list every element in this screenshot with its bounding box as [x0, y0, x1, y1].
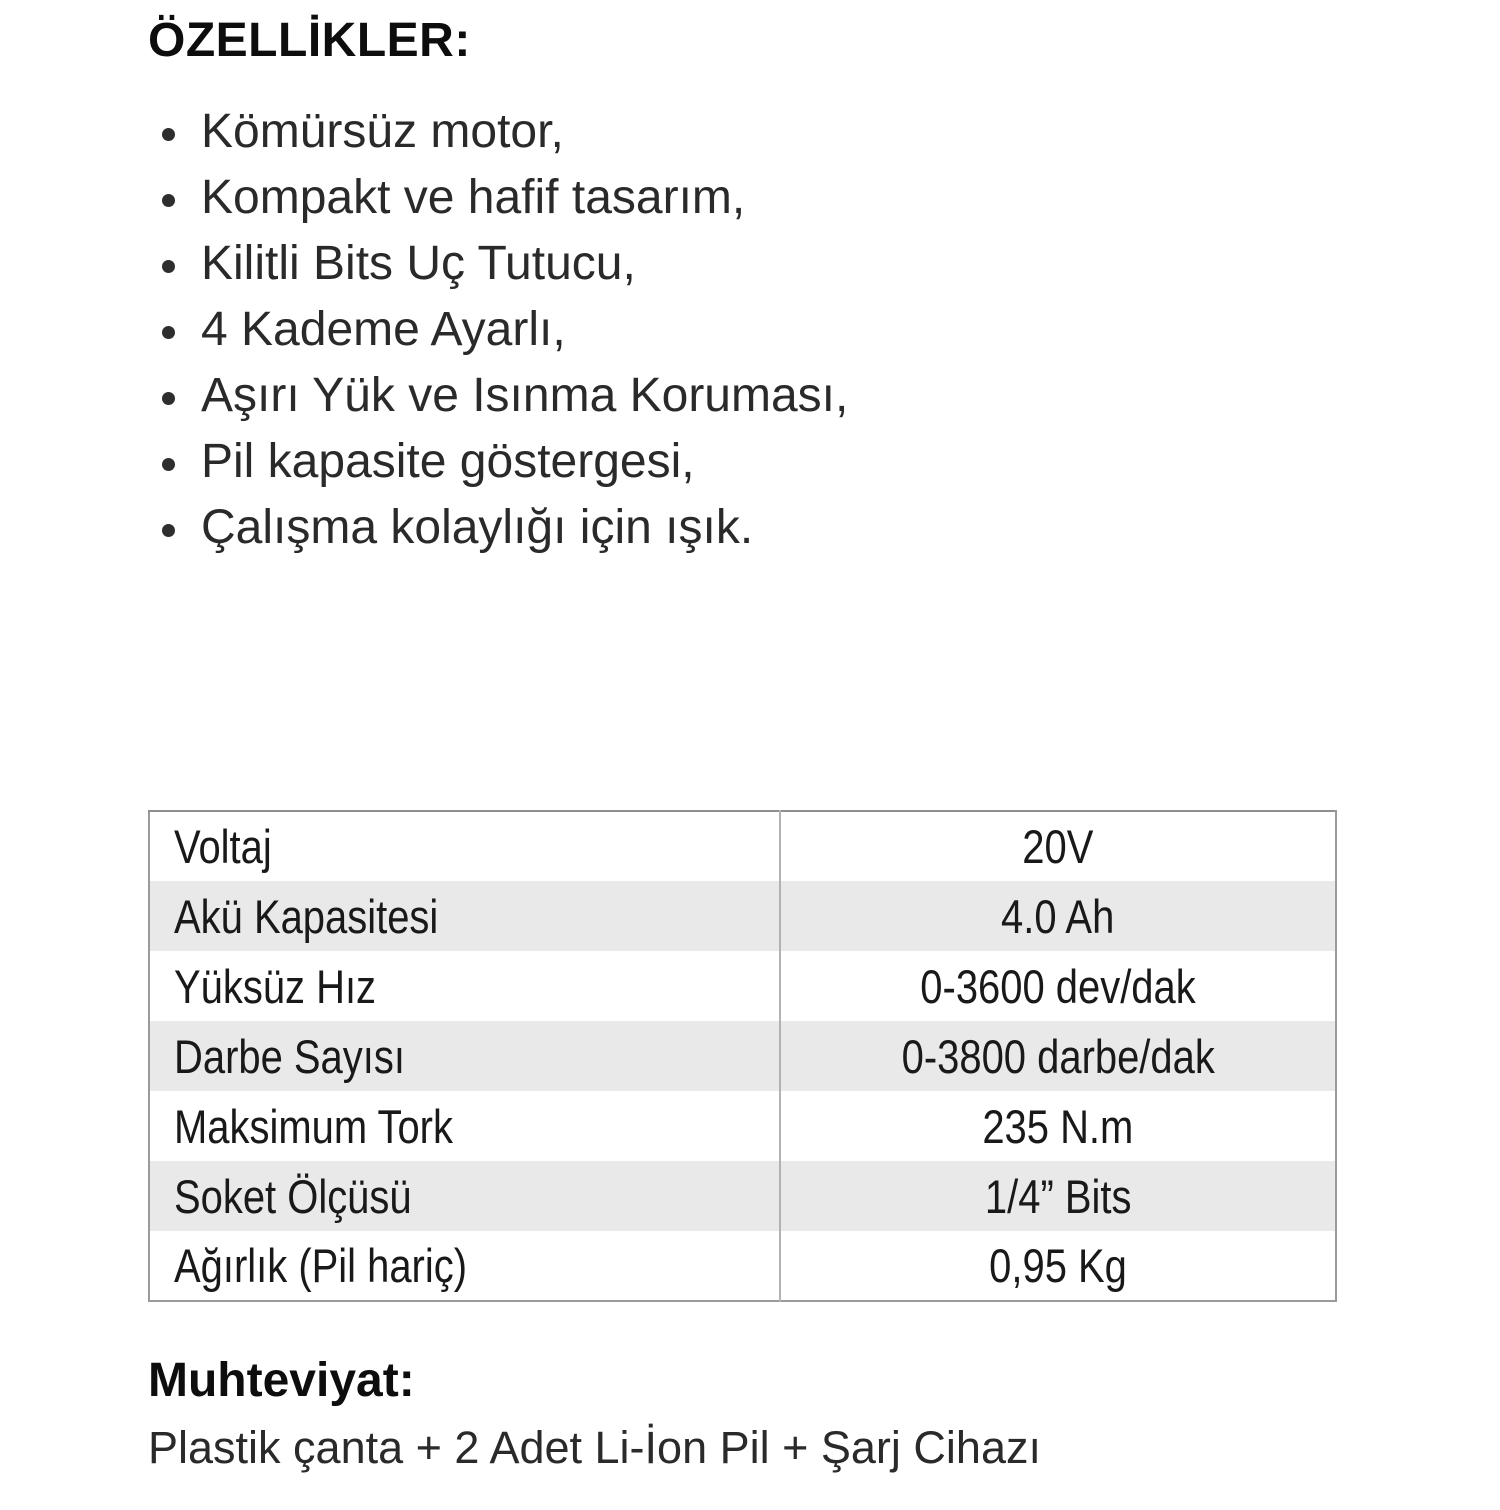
- feature-item: [148, 296, 1440, 362]
- feature-text: Kömürsüz motor,: [201, 104, 564, 158]
- spec-label-text: Maksimum Tork: [174, 1099, 453, 1153]
- bullet-dot-icon: [162, 128, 175, 141]
- spec-row: [149, 811, 1336, 881]
- spec-label-text: Voltaj: [174, 820, 272, 873]
- spec-value-cell: [780, 1021, 1336, 1091]
- spec-label-cell: [149, 1161, 780, 1231]
- spec-value-cell: [780, 811, 1336, 881]
- specs-table: [148, 810, 1337, 1302]
- bullet-dot-icon: [162, 194, 175, 207]
- spec-value-text: 0-3600 dev/dak: [920, 959, 1196, 1013]
- spec-value-cell: [780, 1091, 1336, 1161]
- feature-text: Pil kapasite göstergesi,: [201, 434, 695, 488]
- spec-row: [149, 951, 1336, 1021]
- spec-value-text: 235 N.m: [982, 1099, 1134, 1153]
- feature-item: [148, 428, 1440, 494]
- spec-label-cell: [149, 1021, 780, 1091]
- contents-text: Plastik çanta + 2 Adet Li-İon Pil + Şarj Cihazı: [148, 1422, 1041, 1473]
- features-heading: ÖZELLİKLER:: [148, 14, 471, 67]
- feature-text: Çalışma kolaylığı için ışık.: [201, 500, 754, 554]
- spec-value-cell: [780, 881, 1336, 951]
- spec-label-text: Akü Kapasitesi: [174, 889, 439, 943]
- spec-label-text: Darbe Sayısı: [174, 1029, 405, 1083]
- contents-heading: Muhteviyat:: [148, 1354, 415, 1407]
- feature-item: [148, 98, 1440, 164]
- spec-row: [149, 1161, 1336, 1231]
- spec-value-text: 20V: [1022, 820, 1094, 873]
- feature-item: [148, 362, 1440, 428]
- feature-text: Kompakt ve hafif tasarım,: [201, 170, 746, 224]
- spec-row: [149, 1091, 1336, 1161]
- product-description-page: [0, 10, 1500, 1510]
- feature-text: Kilitli Bits Uç Tutucu,: [201, 236, 636, 290]
- feature-text: Aşırı Yük ve Isınma Koruması,: [201, 368, 849, 422]
- spec-label-text: Yüksüz Hız: [174, 959, 377, 1013]
- bullet-dot-icon: [162, 326, 175, 339]
- spec-value-text: 0,95 Kg: [989, 1239, 1127, 1292]
- bullet-dot-icon: [162, 524, 175, 537]
- bullet-dot-icon: [162, 458, 175, 471]
- spec-value-cell: [780, 1161, 1336, 1231]
- spec-label-cell: [149, 811, 780, 881]
- spec-label-text: Ağırlık (Pil hariç): [174, 1239, 468, 1292]
- feature-item: [148, 164, 1440, 230]
- spec-row: [149, 881, 1336, 951]
- spec-value-cell: [780, 951, 1336, 1021]
- spec-value-text: 0-3800 darbe/dak: [901, 1029, 1215, 1083]
- feature-item: [148, 494, 1440, 560]
- spec-value-text: 1/4” Bits: [984, 1169, 1132, 1223]
- feature-item: [148, 230, 1440, 296]
- bullet-dot-icon: [162, 392, 175, 405]
- spec-label-cell: [149, 951, 780, 1021]
- spec-label-cell: [149, 881, 780, 951]
- spec-row: [149, 1231, 1336, 1301]
- bullet-dot-icon: [162, 260, 175, 273]
- spec-label-cell: [149, 1091, 780, 1161]
- feature-text: 4 Kademe Ayarlı,: [201, 302, 566, 356]
- features-list: [148, 98, 1440, 560]
- spec-label-cell: [149, 1231, 780, 1301]
- spec-row: [149, 1021, 1336, 1091]
- spec-value-text: 4.0 Ah: [1001, 889, 1115, 943]
- spec-label-text: Soket Ölçüsü: [174, 1169, 412, 1223]
- spec-value-cell: [780, 1231, 1336, 1301]
